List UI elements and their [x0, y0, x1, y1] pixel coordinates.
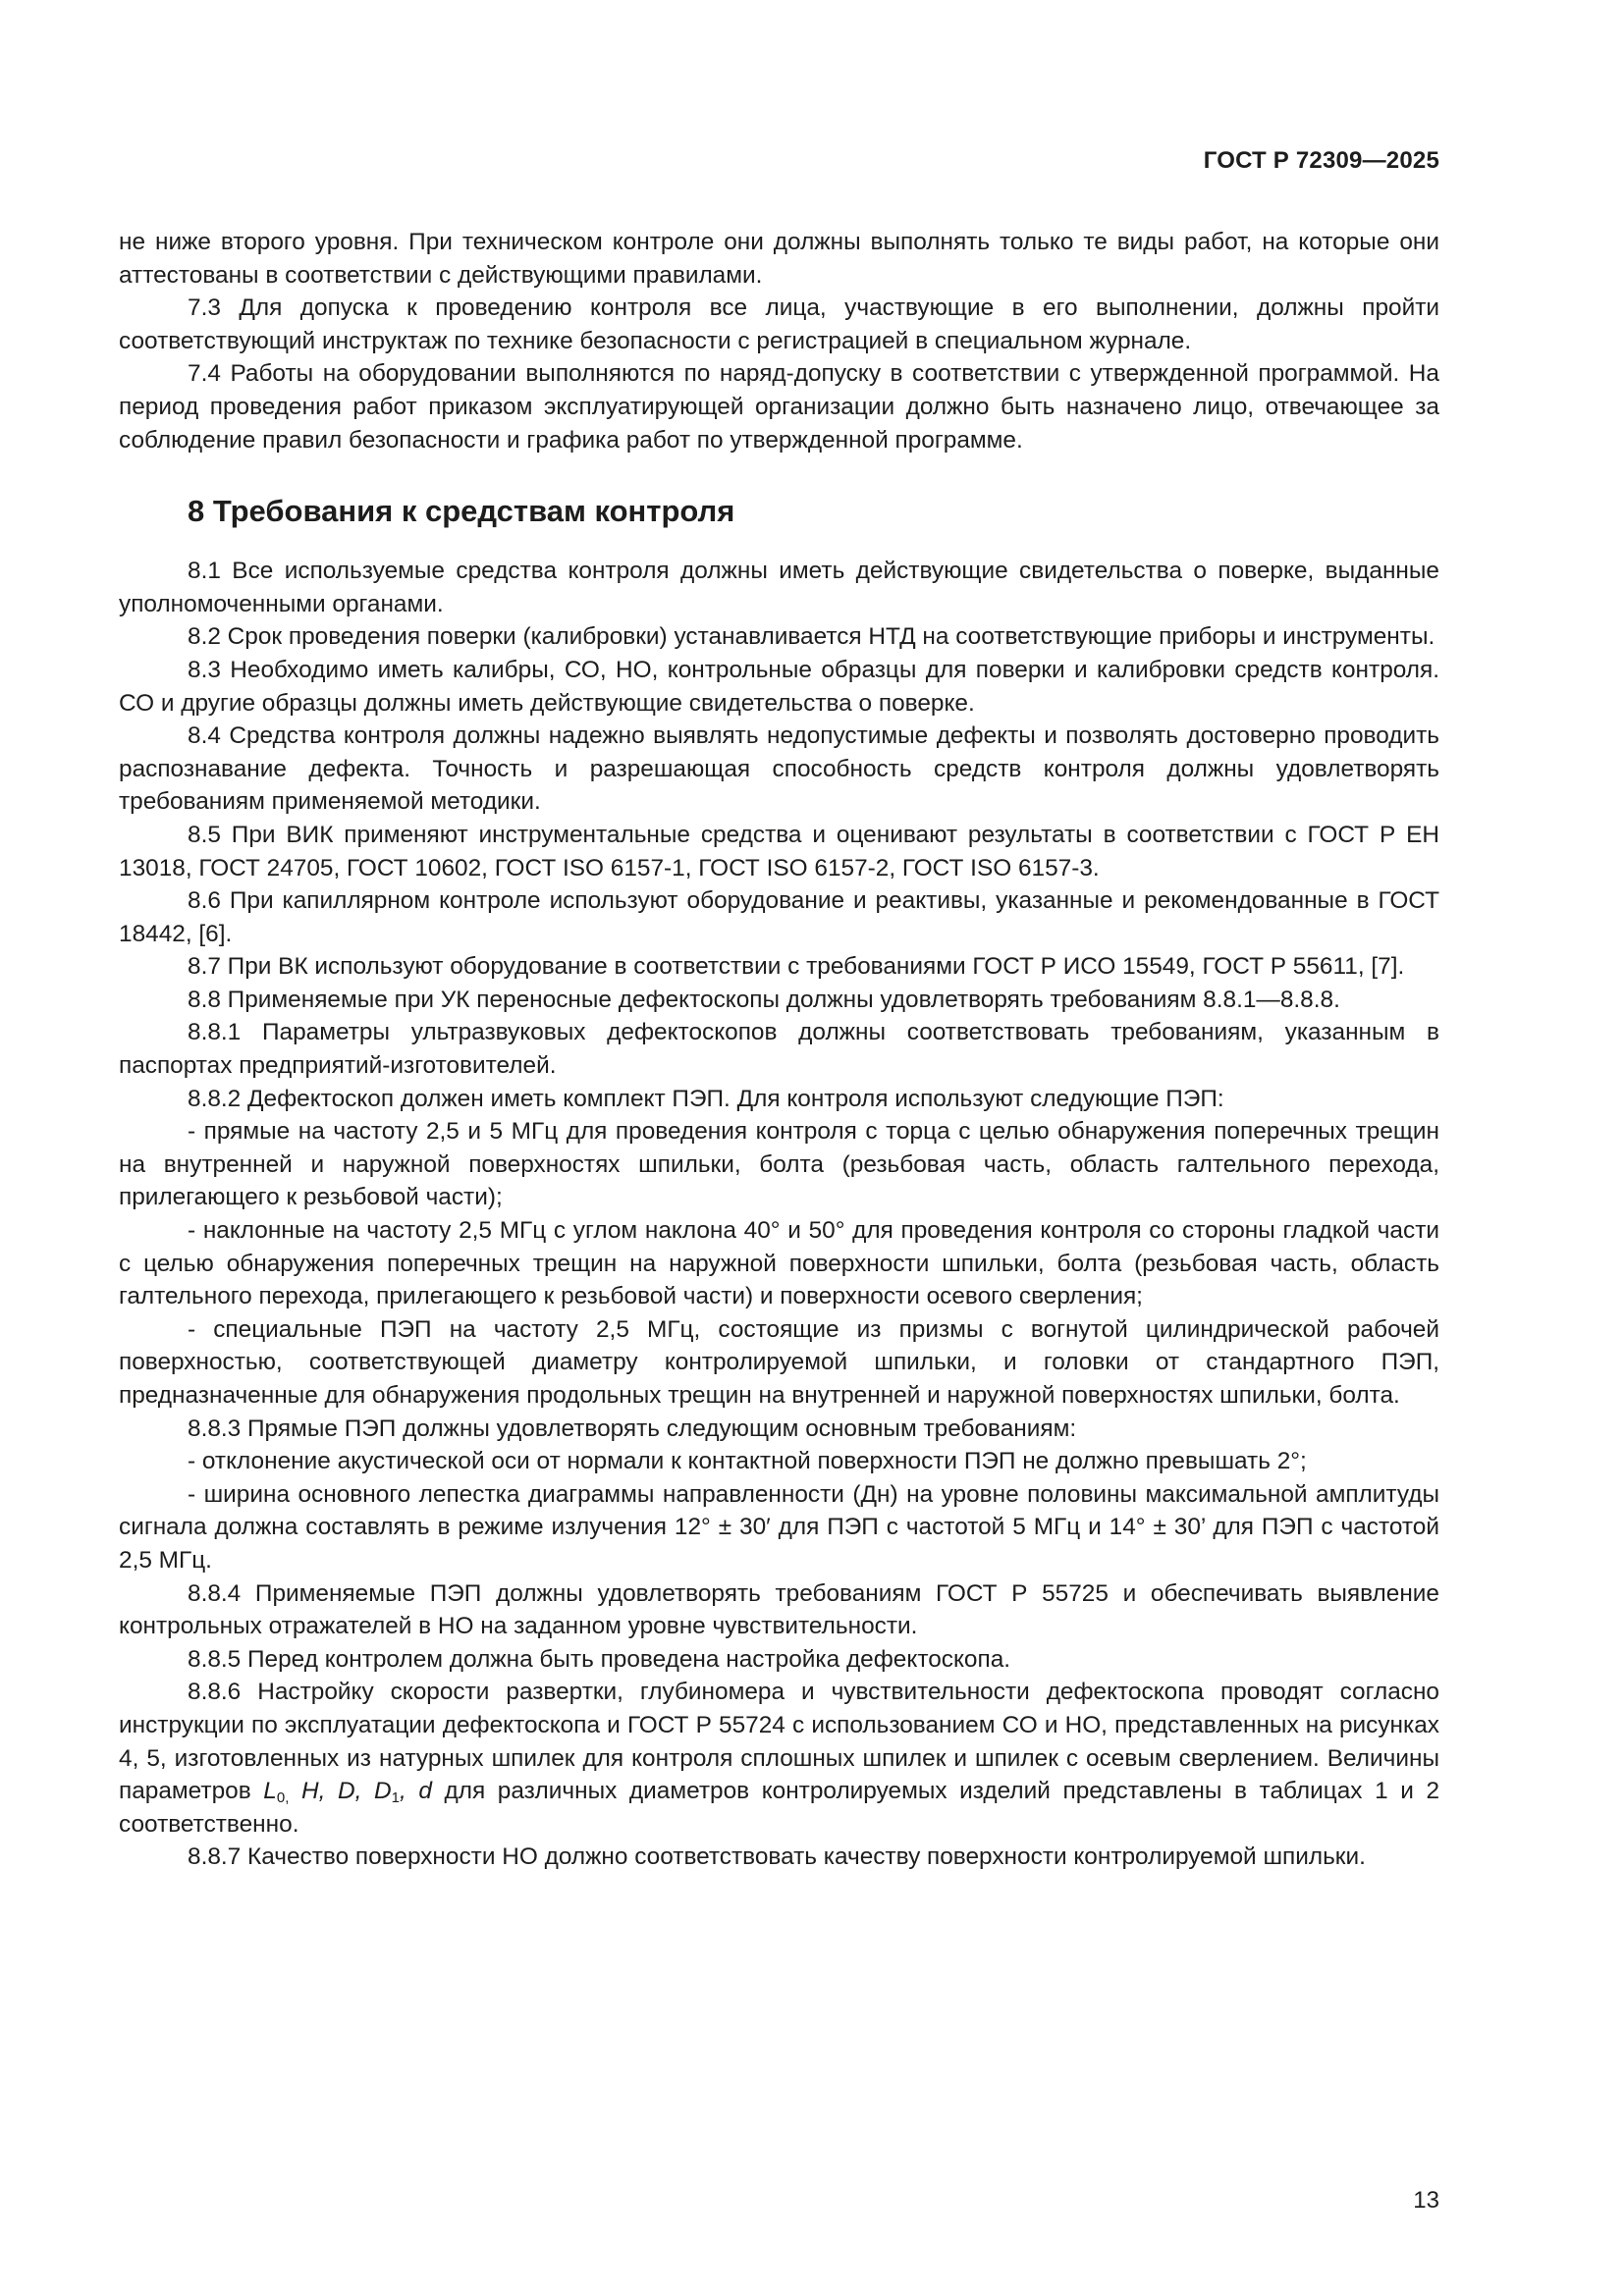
- paragraph-8-8-6-end: для различных диаметров контролируемых изделий представлены в таблицах 1 и 2 соответственно.: [119, 1778, 1440, 1838]
- paragraph-8-8-5: 8.8.5 Перед контролем должна быть проведена настройка дефектоскопа.: [188, 1645, 1011, 1673]
- paragraph-8-8-7: 8.8.7 Качество поверхности НО должно соответствовать качеству поверхности контролируемой шпильки.: [188, 1843, 1366, 1871]
- paragraph-8-1: 8.1 Все используемые средства контроля должны иметь действующие свидетельства о поверке, выданные уполномоченными органами.: [119, 558, 1439, 617]
- paragraph-7-4: 7.4 Работы на оборудовании выполняются по наряд-допуску в соответствии с утвержденной программой. На период проведения работ приказом эксплуатирующей организации должно быть назначено лицо, отвечающее за соблюдение правил безопасности и графика работ по утвержденной программе.: [119, 360, 1439, 454]
- paragraph-8-8-3: 8.8.3 Прямые ПЭП должны удовлетворять следующим основным требованиям:: [188, 1415, 1077, 1442]
- paragraph-8-7: 8.7 При ВК используют оборудование в соответствии с требованиями ГОСТ Р ИСО 15549, ГОСТ Р 55611, [7].: [188, 953, 1405, 981]
- paragraph-8-8-1: 8.8.1 Параметры ультразвуковых дефектоскопов должны соответствовать требованиям, указанным в паспортах предприятий-изготовителей.: [119, 1019, 1439, 1080]
- list-item-special-probes: - специальные ПЭП на частоту 2,5 МГц, состоящие из призмы с вогнутой цилиндрической рабочей поверхностью, соответствующей диаметру контролируемой шпильки, и головки от стандартного ПЭП, предназначенные для обнаружения продольных трещин на внутренней и наружной поверхностях шпильки, болта.: [119, 1315, 1439, 1409]
- list-item-axis-deviation: - отклонение акустической оси от нормали к контактной поверхности ПЭП не должно превышать 2°;: [188, 1448, 1307, 1475]
- page-content: [119, 226, 1439, 1874]
- list-item-angle-probes: - наклонные на частоту 2,5 МГц с углом наклона 40° и 50° для проведения контроля со стороны гладкой части с целью обнаружения поперечных трещин на наружной поверхности шпильки, болта (резьбовая часть, область галтельного перехода, прилегающего к резьбовой части) и поверхности осевого сверления;: [119, 1217, 1439, 1310]
- paragraph-8-8: 8.8 Применяемые при УК переносные дефектоскопы должны удовлетворять требованиям 8.8.1—8.8.8.: [188, 986, 1340, 1013]
- paragraph-8-3: 8.3 Необходимо иметь калибры, СО, НО, контрольные образцы для поверки и калибровки средств контроля. СО и другие образцы должны иметь действующие свидетельства о поверке.: [119, 656, 1439, 717]
- paragraph-8-8-4: 8.8.4 Применяемые ПЭП должны удовлетворять требованиям ГОСТ Р 55725 и обеспечивать выявление контрольных отражателей в НО на заданном уровне чувствительности.: [119, 1579, 1439, 1640]
- paragraph-8-6: 8.6 При капиллярном контроле используют оборудование и реактивы, указанные и рекомендованные в ГОСТ 18442, [6].: [119, 887, 1439, 947]
- paragraph-8-8-6-start: 8.8.6 Настройку скорости развертки, глубиномера и чувствительности дефектоскопа проводят согласно инструкции по эксплуатации дефектоскопа и ГОСТ Р 55724 с использованием СО и НО, представленных на рисунках 4, 5, изготовленных из натурных шпилек для контроля сплошных шпилек и шпилек с осевым сверлением. Величины параметров: [119, 1679, 1439, 1805]
- paragraph-8-2: 8.2 Срок проведения поверки (калибровки) устанавливается НТД на соответствующие приборы и инструменты.: [188, 623, 1435, 651]
- param-L-subscript: 0,: [276, 1789, 290, 1807]
- param-L: L: [263, 1778, 277, 1805]
- paragraph-8-5: 8.5 При ВИК применяют инструментальные средства и оценивают результаты в соответствии с ГОСТ Р ЕН 13018, ГОСТ 24705, ГОСТ 10602, ГОСТ ISO 6157-1, ГОСТ ISO 6157-2, ГОСТ ISO 6157-3.: [119, 821, 1439, 881]
- list-item-straight-probes: - прямые на частоту 2,5 и 5 МГц для проведения контроля с торца с целью обнаружения поперечных трещин на внутренней и наружной поверхностях шпильки, болта (резьбовая часть, область галтельного перехода, прилегающего к резьбовой части);: [119, 1118, 1439, 1211]
- paragraph-8-8-2: 8.8.2 Дефектоскоп должен иметь комплект ПЭП. Для контроля используют следующие ПЭП:: [188, 1085, 1224, 1112]
- paragraph-continuation: не ниже второго уровня. При техническом контроле они должны выполнять только те виды работ, на которые они аттестованы в соответствии с действующими правилами.: [119, 229, 1439, 289]
- paragraph-8-8-6: [119, 1676, 1439, 1841]
- page-number: 13: [1413, 2187, 1439, 2214]
- paragraph-7-3: 7.3 Для допуска к проведению контроля все лица, участвующие в его выполнении, должны пройти соответствующий инструктаж по технике безопасности с регистрацией в специальном журнале.: [119, 294, 1439, 354]
- document-code-header: ГОСТ Р 72309—2025: [1203, 147, 1439, 174]
- paragraph-8-4: 8.4 Средства контроля должны надежно выявлять недопустимые дефекты и позволять достоверно проводить распознавание дефекта. Точность и разрешающая способность средств контроля должны удовлетворять требованиям применяемой методики.: [119, 722, 1439, 816]
- section-title: 8 Требования к средствам контроля: [188, 494, 735, 529]
- param-d: , d: [399, 1778, 432, 1805]
- param-H-D-D: H, D, D: [301, 1778, 392, 1805]
- param-D-subscript: 1: [391, 1789, 400, 1807]
- list-item-beam-width: - ширина основного лепестка диаграммы направленности (Дн) на уровне половины максимальной амплитуды сигнала должна составлять в режиме излучения 12° ± 30′ для ПЭП с частотой 5 МГц и 14° ± 30’ для ПЭП с частотой 2,5 МГц.: [119, 1480, 1439, 1574]
